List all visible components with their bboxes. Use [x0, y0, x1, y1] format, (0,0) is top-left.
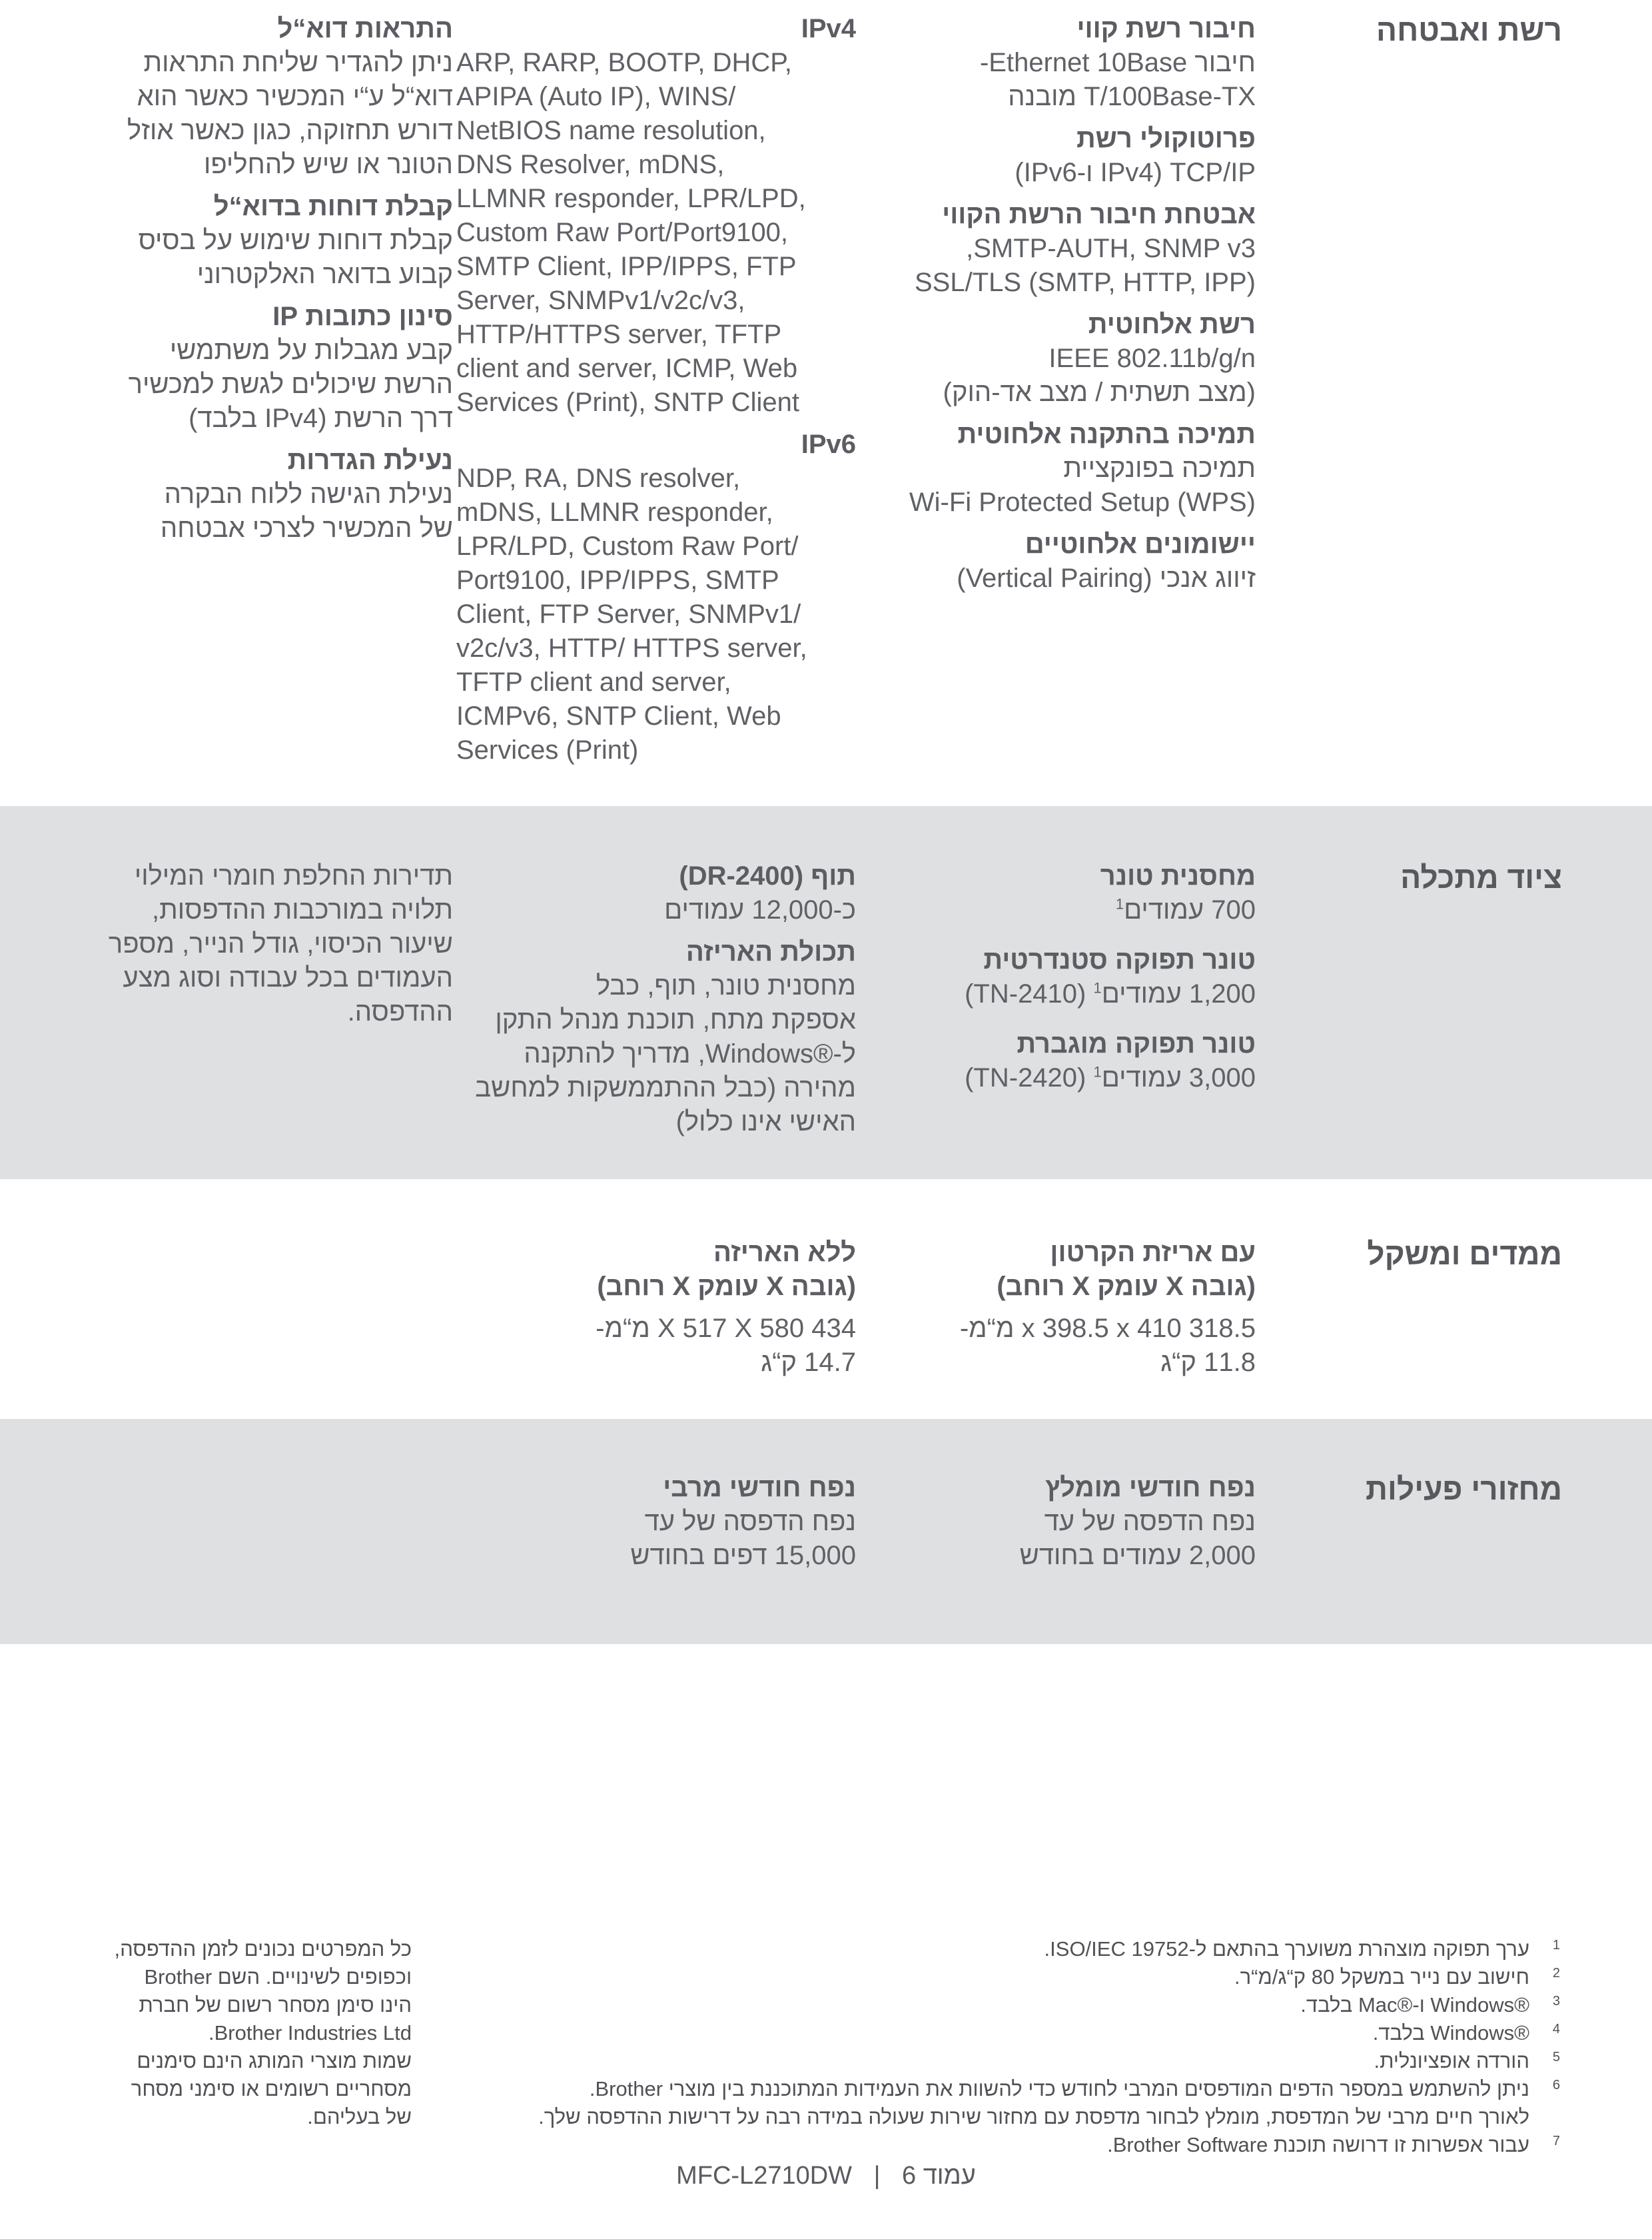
high-yield-toner-heading: טונר תפוקה מוגברת: [1017, 1029, 1256, 1059]
consumables-col-drum: תוף (DR-2400) כ-12,000 עמודים תכולת האריזה מחסנית טונר, תוף, כבל אספקת מתח, תוכנת מנהל התקן ל-®Windows, מדריך להתקנה מהירה (כבל ההתממשקות למחשב האישי אינו כלול): [456, 859, 856, 1139]
model-name: MFC-L2710DW: [676, 2162, 853, 2190]
footnote: 7 עבור אפשרות זו דרושה תוכנת Brother Software.: [1107, 2133, 1560, 2156]
page-footer: [0, 2162, 1652, 2190]
drum-heading: תוף (DR-2400): [679, 861, 856, 891]
protocols-heading: פרוטוקולי רשת: [1076, 124, 1256, 153]
dimensions-col-unboxed: ללא האריזה (גובה X עומק X רוחב) 434 X 517 X 580 מ“מ- 14.7 ק“ג: [596, 1238, 856, 1377]
duty-col-max: נפח חודשי מרבי נפח הדפסה של עד 15,000 דפים בחודש: [630, 1473, 856, 1570]
footnote: 1 ערך תפוקה מוצהרת משוערך בהתאם ל-ISO/IEC 19752.: [1044, 1937, 1560, 1961]
consumables-section-title: ציוד מתכלה: [1400, 860, 1562, 895]
ipv6-heading: IPv6: [801, 430, 856, 459]
network-col-wired: חיבור רשת קווי חיבור ‎Ethernet 10Base- ‎T/100Base-TX‏ מובנה פרוטוקולי רשת TCP/IP (IPv4 ו-IPv6) אבטחת חיבור הרשת הקווי SMTP-AUTH, SNMP v3, SSL/TLS (SMTP, HTTP, IPP) רשת אלחוטית IEEE 802.11b/g/n (מצב תשתית / מצב אד-הוק) תמיכה בהתקנה אלחוטית תמיכה בפונקציית Wi-Fi Protected Setup (WPS) יישומונים אלחוטיים זיווג אנכי (Vertical Pairing): [843, 12, 1256, 596]
footnote: 5 הורדה אופציונלית.: [1374, 2049, 1560, 2072]
wired-security-heading: אבטחת חיבור הרשת הקווי: [942, 200, 1256, 229]
box-contents-heading: תכולת האריזה: [685, 937, 856, 967]
consumables-col-toner: מחסנית טונר 700 עמודים$^1$ טונר תפוקה סטנדרטית 1,200 עמודים$^1$ (TN-2410) טונר תפוקה מוגברת 3,000 עמודים$^1$ (TN-2420): [843, 859, 1256, 1095]
footnote-continuation: לאורך חיים מרבי של המדפסת, מומלץ לבחור מדפסת עם מחזור שירות שעולה במידה רבה על דרישות ההדפסה שלך.: [538, 2105, 1529, 2128]
footnote: 4 ®Windows בלבד.: [1372, 2021, 1560, 2044]
legal-notice: כל המפרטים נכונים לזמן ההדפסה, וכפופים לשינויים. השם Brother הינו סימן מסחר רשום של חברת Brother Industries Ltd. שמות מוצרי המותג הינם סימנים מסחריים רשומים או סימני מסחר של בעליהם.: [114, 1937, 412, 2128]
footnotes: [508, 1935, 1560, 2159]
ip-filter-heading: סינון כתובות IP: [272, 302, 453, 331]
footer-separator: |: [873, 2162, 881, 2190]
duty-col-recommended: נפח חודשי מומלץ נפח הדפסה של עד 2,000 עמודים בחודש: [1019, 1473, 1256, 1570]
wireless-heading: רשת אלחוטית: [1088, 310, 1256, 339]
wired-heading: חיבור רשת קווי: [1076, 14, 1256, 43]
standard-toner-heading: טונר תפוקה סטנדרטית: [983, 945, 1256, 975]
wireless-setup-heading: תמיכה בהתקנה אלחוטית: [957, 420, 1256, 449]
footnote: 6 ניתן להשתמש במספר הדפים המודפסים המרבי לחודש כדי להשוות את העמידות המתוכננת בין מוצרי Brother.: [589, 2077, 1560, 2100]
dimensions-section-title: ממדים ומשקל: [1367, 1236, 1562, 1271]
toner-cartridge-heading: מחסנית טונר: [1100, 861, 1256, 891]
network-section-title: רשת ואבטחה: [1376, 13, 1562, 47]
footnote: 3 ®Windows ו-®Mac בלבד.: [1300, 1993, 1560, 2016]
network-col-ip: IPv4 ARP, RARP, BOOTP, DHCP, APIPA (Auto IP), WINS/ NetBIOS name resolution, DNS Resolver, mDNS, LLMNR responder, LPR/LPD, Custom Raw Port/Port9100, SMTP Client, IPP/IPPS, FTP Server, SNMPv1/v2c/v3, HTTP/HTTPS server, TFTP client and server, ICMP, Web Services (Print), SNTP Client IPv6 NDP, RA, DNS resolver, mDNS, LLMNR responder, LPR/LPD, Custom Raw Port/ Port9100, IPP/IPPS, SMTP Client, FTP Server, SNMPv1/ v2c/v3, HTTP/ HTTPS server, TFTP client and server, ICMPv6, SNTP Client, Web Services (Print): [456, 12, 856, 767]
dimensions-col-boxed: עם אריזת הקרטון (גובה X עומק X רוחב) 318.5 x 398.5 x 410 מ“מ- 11.8 ק“ג: [959, 1238, 1256, 1377]
wireless-apps-heading: יישומונים אלחוטיים: [1025, 530, 1256, 559]
ipv4-heading: IPv4: [801, 14, 856, 43]
footnote: 2 חישוב עם נייר במשקל 80 ק“ג/מ“ר.: [1234, 1965, 1560, 1989]
email-reports-heading: קבלת דוחות בדוא“ל: [213, 192, 453, 221]
email-alerts-heading: התראות דוא“ל: [277, 14, 453, 43]
network-col-alerts: התראות דוא“ל ניתן להגדיר שליחת התראות דוא“ל ע“י המכשיר כאשר הוא דורש תחזוקה, כגון כאשר אוזל הטונר או שיש להחליפו קבלת דוחות בדוא“ל קבלת דוחות שימוש על בסיס קבוע בדואר האלקטרוני סינון כתובות IP קבע מגבלות על משתמשי הרשת שיכולים לגשת למכשיר דרך הרשת (IPv4 בלבד) נעילת הגדרות נעילת הגישה ללוח הבקרה של המכשיר לצרכי אבטחה: [80, 12, 453, 546]
page-number: עמוד 6: [902, 2162, 976, 2190]
settings-lock-heading: נעילת הגדרות: [287, 446, 453, 475]
duty-section-title: מחזורי פעילות: [1366, 1472, 1562, 1506]
consumables-col-note: תדירות החלפת חומרי המילוי תלויה במורכבות ההדפסות, שיעור הכיסוי, גודל הנייר, מספר העמודים בכל עבודה וסוג מצע ההדפסה.: [108, 861, 453, 1027]
